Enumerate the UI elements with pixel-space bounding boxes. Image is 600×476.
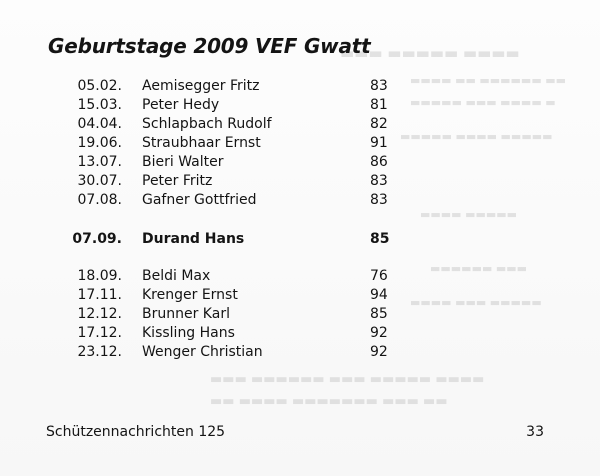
list-item — [0, 267, 600, 286]
member-age: 83 — [370, 173, 388, 189]
member-age: 85 — [370, 231, 390, 247]
bleed-through-text: ▬▬▬▬▬ ▬▬▬ ▬▬▬▬ ▬ — [410, 96, 556, 109]
birthday-date: 15.03. — [77, 97, 122, 113]
member-name: Brunner Karl — [142, 306, 230, 322]
bleed-through-text: ▬▬▬▬▬▬ ▬▬▬ — [430, 262, 528, 275]
list-item — [0, 230, 600, 249]
list-item — [0, 286, 600, 305]
member-age: 76 — [370, 268, 388, 284]
member-age: 94 — [370, 287, 388, 303]
list-item — [0, 96, 600, 115]
list-item — [0, 115, 600, 134]
publication-name: Schützennachrichten 125 — [46, 424, 226, 440]
birthday-date: 17.11. — [77, 287, 122, 303]
bleed-through-text: ▬▬▬▬▬ ▬▬▬▬ ▬▬▬▬▬ — [400, 130, 553, 143]
member-age: 83 — [370, 78, 388, 94]
birthday-date: 30.07. — [77, 173, 122, 189]
list-item — [0, 153, 600, 172]
member-name: Straubhaar Ernst — [142, 135, 261, 151]
birthday-date: 19.06. — [77, 135, 122, 151]
list-item — [0, 134, 600, 153]
member-age: 81 — [370, 97, 388, 113]
bleed-through-text: ▬▬ ▬▬▬▬ ▬▬▬▬▬▬▬ ▬▬▬ ▬▬ — [210, 394, 448, 409]
member-name: Peter Hedy — [142, 97, 220, 113]
member-age: 86 — [370, 154, 388, 170]
list-item — [0, 172, 600, 191]
list-item — [0, 343, 600, 362]
member-name: Krenger Ernst — [142, 287, 238, 303]
birthday-date: 13.07. — [77, 154, 122, 170]
member-name: Durand Hans — [142, 231, 245, 247]
bleed-through-text: ▬▬▬▬ ▬▬▬▬▬ — [420, 208, 518, 221]
member-name: Gafner Gottfried — [142, 192, 257, 208]
member-name: Kissling Hans — [142, 325, 235, 341]
birthday-date: 18.09. — [77, 268, 122, 284]
member-name: Schlapbach Rudolf — [142, 116, 272, 132]
member-name: Bieri Walter — [142, 154, 224, 170]
member-age: 85 — [370, 306, 388, 322]
member-age: 92 — [370, 344, 388, 360]
member-age: 91 — [370, 135, 388, 151]
birthday-date: 07.08. — [77, 192, 122, 208]
bleed-through-text: ▬▬▬ ▬▬▬▬▬▬ ▬▬▬ ▬▬▬▬▬ ▬▬▬▬ — [210, 372, 485, 387]
birthday-date: 07.09. — [72, 231, 122, 247]
birthday-date: 05.02. — [77, 78, 122, 94]
birthday-date: 12.12. — [77, 306, 122, 322]
member-name: Wenger Christian — [142, 344, 263, 360]
member-age: 82 — [370, 116, 388, 132]
member-name: Aemisegger Fritz — [142, 78, 260, 94]
birthday-date: 23.12. — [77, 344, 122, 360]
member-name: Beldi Max — [142, 268, 211, 284]
page-title: Geburtstage 2009 VEF Gwatt — [48, 34, 371, 58]
birthday-date: 04.04. — [77, 116, 122, 132]
list-item — [0, 77, 600, 96]
birthday-date: 17.12. — [77, 325, 122, 341]
list-item — [0, 305, 600, 324]
member-age: 83 — [370, 192, 388, 208]
member-name: Peter Fritz — [142, 173, 213, 189]
page-number: 33 — [526, 424, 544, 440]
member-age: 92 — [370, 325, 388, 341]
bleed-through-text: ▬▬▬▬ ▬▬▬ ▬▬▬▬▬ — [410, 296, 542, 309]
list-item — [0, 324, 600, 343]
bleed-through-text: ▬▬▬ ▬▬▬▬▬ ▬▬▬▬ — [340, 44, 520, 62]
list-item — [0, 191, 600, 210]
bleed-through-text: ▬▬▬▬ ▬▬ ▬▬▬▬▬▬ ▬▬ — [410, 74, 566, 87]
